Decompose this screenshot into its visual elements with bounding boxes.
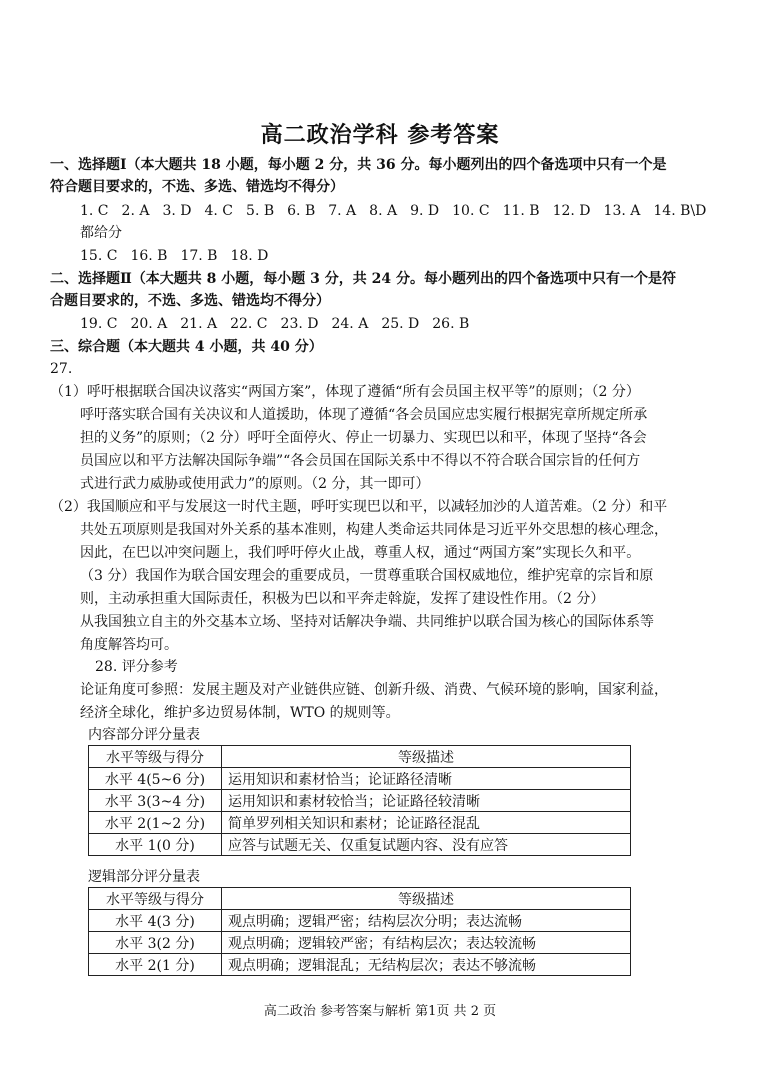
answer-item: 8. A xyxy=(369,203,398,219)
q27-part2-line: 因此，在巴以冲突问题上，我们呼吁停火止战，尊重人权，通过“两国方案”实现长久和平。 xyxy=(80,545,641,561)
answer-item: 22. C xyxy=(230,316,268,332)
page-footer: 高二政治 参考答案与解析 第1页 共 2 页 xyxy=(263,1004,497,1019)
table-row xyxy=(89,768,631,790)
level-cell: 水平 4(5~6 分) xyxy=(89,768,222,790)
q28-text-line: 论证角度可参照：发展主题及对产业链供应链、创新升级、消费、气候环境的影响，国家利益， xyxy=(80,682,668,698)
table-header-cell: 等级描述 xyxy=(222,888,631,910)
q27-part2-line: 共处五项原则是我国对外关系的基本准则，构建人类命运共同体是习近平外交思想的核心理念， xyxy=(80,522,668,538)
answer-item: 24. A xyxy=(331,316,369,332)
description-cell: 应答与试题无关、仅重复试题内容、没有应答 xyxy=(222,834,631,856)
table-row xyxy=(89,910,631,932)
section2-heading-line2: 合题目要求的，不选、多选、错选均不得分） xyxy=(50,293,330,309)
answer-item: 18. D xyxy=(230,248,269,264)
q27-part1-line: （1）呼吁根据联合国决议落实“两国方案”，体现了遵循“所有会员国主权平等”的原则；（2 分） xyxy=(50,384,640,400)
q28-text-line: 经济全球化，维护多边贸易体制，WTO 的规则等。 xyxy=(80,705,400,721)
answer-item: 1. C xyxy=(80,203,109,219)
level-cell: 水平 1(0 分) xyxy=(89,834,222,856)
q27-part2-line: 角度解答均可。 xyxy=(80,637,178,653)
q27-part1-line: 式进行武力威胁或使用武力”的原则。（2 分，其一即可） xyxy=(80,476,430,492)
answer-item: 12. D xyxy=(552,203,591,219)
table-header-cell: 水平等级与得分 xyxy=(89,746,222,768)
q27-part2-line: （2）我国顺应和平与发展这一时代主题，呼吁实现巴以和平，以减轻加沙的人道苦难。（2 分）和平 xyxy=(50,499,668,515)
table-header-row xyxy=(89,746,631,768)
level-cell: 水平 2(1~2 分) xyxy=(89,812,222,834)
description-cell: 运用知识和素材恰当；论证路径清晰 xyxy=(222,768,631,790)
section1-heading-line2: 符合题目要求的，不选、多选、错选均不得分） xyxy=(50,179,344,195)
level-cell: 水平 3(3~4 分) xyxy=(89,790,222,812)
content-table-label: 内容部分评分量表 xyxy=(88,727,200,743)
table-row xyxy=(89,790,631,812)
answer-item: 25. D xyxy=(381,316,420,332)
level-cell: 水平 3(2 分) xyxy=(89,932,222,954)
level-cell: 水平 2(1 分) xyxy=(89,954,222,976)
logic-table-label: 逻辑部分评分量表 xyxy=(88,869,200,885)
question-28-label: 28. 评分参考 xyxy=(95,659,178,675)
q27-part2-line: 从我国独立自主的外交基本立场、坚持对话解决争端、共同维护以联合国为核心的国际体系等 xyxy=(80,614,654,630)
answer-item: 15. C xyxy=(80,248,118,264)
table-row xyxy=(89,812,631,834)
answer-item: 5. B xyxy=(246,203,275,219)
answer-item: 4. C xyxy=(204,203,234,219)
answer-item: 13. A xyxy=(603,203,641,219)
q27-part1-line: 担的义务”的原则；（2 分）呼吁全面停火、停止一切暴力、实现巴以和平，体现了坚持“各会 xyxy=(80,430,647,446)
table-row xyxy=(89,954,631,976)
section1-heading-line1: 一、选择题Ⅰ（本大题共 18 小题，每小题 2 分，共 36 分。每小题列出的四个备选项中只有一个是 xyxy=(50,157,667,173)
section2-answers xyxy=(80,313,482,335)
answer-item: 16. B xyxy=(130,248,168,264)
table-row xyxy=(89,932,631,954)
section1-answers-note: 都给分 xyxy=(80,225,122,241)
answer-item: 17. B xyxy=(180,248,218,264)
section2-heading-line1: 二、选择题Ⅱ（本大题共 8 小题，每小题 3 分，共 24 分。每小题列出的四个备选项中只有一个是符 xyxy=(50,271,677,287)
q27-part1-line: 员国应以和平方法解决国际争端”“各会员国在国际关系中不得以不符合联合国宗旨的任何方 xyxy=(80,453,641,469)
answer-item: 10. C xyxy=(452,203,490,219)
description-cell: 观点明确；逻辑混乱；无结构层次；表达不够流畅 xyxy=(222,954,631,976)
description-cell: 观点明确；逻辑严密；结构层次分明；表达流畅 xyxy=(222,910,631,932)
answer-item: 7. A xyxy=(328,203,357,219)
description-cell: 简单罗列相关知识和素材；论证路径混乱 xyxy=(222,812,631,834)
answer-item: 23. D xyxy=(280,316,319,332)
section1-answers-row2 xyxy=(80,245,281,267)
answer-item: 11. B xyxy=(502,203,540,219)
section1-answers-row1 xyxy=(80,200,719,222)
content-scoring-table xyxy=(88,745,631,856)
table-header-cell: 水平等级与得分 xyxy=(89,888,222,910)
answer-item: 6. B xyxy=(287,203,316,219)
answer-item: 21. A xyxy=(180,316,218,332)
table-row xyxy=(89,834,631,856)
table-header-row xyxy=(89,888,631,910)
answer-item: 9. D xyxy=(410,203,440,219)
answer-item: 3. D xyxy=(162,203,192,219)
answer-item: 14. B\D xyxy=(653,203,707,219)
answer-item: 26. B xyxy=(432,316,470,332)
q27-part2-line: （3 分）我国作为联合国安理会的重要成员，一贯尊重联合国权威地位，维护宪章的宗旨和原 xyxy=(80,568,654,584)
section3-heading: 三、综合题（本大题共 4 小题，共 40 分） xyxy=(50,339,323,355)
answer-item: 2. A xyxy=(121,203,150,219)
answer-item: 19. C xyxy=(80,316,118,332)
q27-part2-line: 则，主动承担重大国际责任，积极为巴以和平奔走斡旋，发挥了建设性作用。（2 分） xyxy=(80,591,605,607)
table-header-cell: 等级描述 xyxy=(222,746,631,768)
description-cell: 运用知识和素材较恰当；论证路径较清晰 xyxy=(222,790,631,812)
description-cell: 观点明确；逻辑较严密；有结构层次；表达较流畅 xyxy=(222,932,631,954)
question-27-label: 27. xyxy=(50,361,73,377)
level-cell: 水平 4(3 分) xyxy=(89,910,222,932)
page-title: 高二政治学科 参考答案 xyxy=(260,122,500,148)
answer-item: 20. A xyxy=(130,316,168,332)
q27-part1-line: 呼吁落实联合国有关决议和人道援助，体现了遵循“各会员国应忠实履行根据宪章所规定所承 xyxy=(80,407,648,423)
logic-scoring-table xyxy=(88,887,631,976)
